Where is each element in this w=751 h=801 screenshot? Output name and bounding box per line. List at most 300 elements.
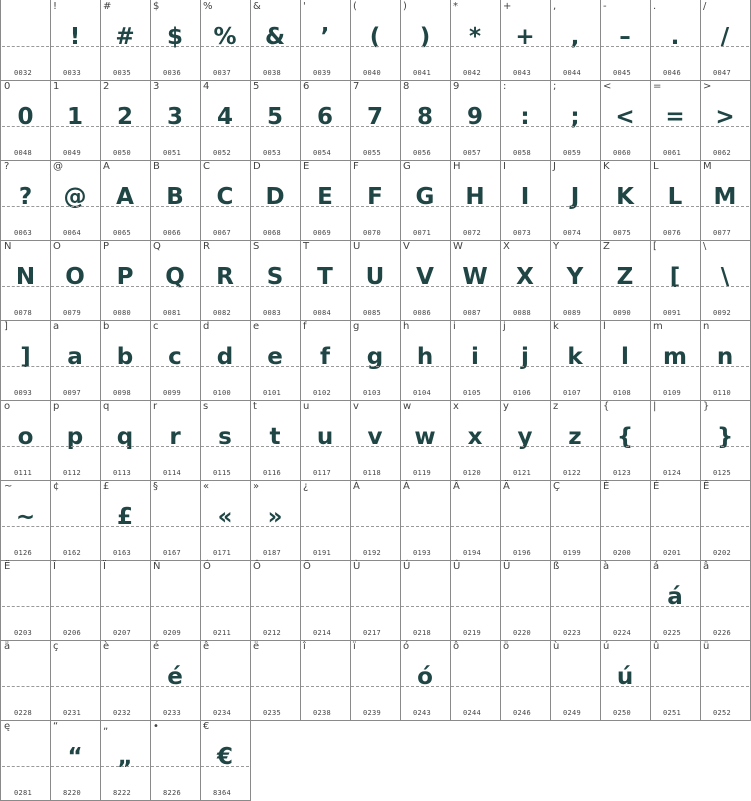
glyph-cell	[500, 160, 551, 241]
glyph-cell	[150, 480, 201, 561]
glyph-cell	[200, 240, 251, 321]
glyph-cell	[450, 240, 501, 321]
glyph-preview: V	[416, 264, 434, 290]
char-label: Ç	[553, 481, 560, 492]
glyph-cell	[0, 160, 51, 241]
baseline-guide	[551, 446, 599, 447]
glyph-cell	[650, 480, 701, 561]
glyph-preview	[500, 656, 550, 696]
baseline-guide	[601, 366, 649, 367]
char-label: m	[653, 321, 663, 332]
baseline-guide	[501, 366, 549, 367]
char-code: 0224	[613, 629, 632, 637]
baseline-guide	[351, 526, 399, 527]
glyph-cell	[350, 480, 401, 561]
char-label: ù	[553, 641, 560, 652]
glyph-cell	[50, 0, 101, 81]
char-label: s	[203, 401, 209, 412]
glyph-preview	[350, 576, 400, 616]
baseline-guide	[2, 766, 49, 767]
baseline-guide	[151, 446, 199, 447]
glyph-cell	[500, 560, 551, 641]
glyph-preview	[200, 656, 250, 696]
char-code: 0124	[663, 469, 682, 477]
baseline-guide	[51, 766, 99, 767]
char-code: 0088	[513, 309, 532, 317]
glyph-preview	[200, 576, 250, 616]
char-code: 0225	[663, 629, 682, 637]
glyph-preview: N	[15, 264, 36, 290]
char-label: §	[153, 481, 158, 492]
baseline-guide	[2, 286, 49, 287]
glyph-preview	[400, 496, 450, 536]
glyph-cell	[500, 80, 551, 161]
baseline-guide	[501, 46, 549, 47]
glyph-cell	[150, 160, 201, 241]
baseline-guide	[551, 686, 599, 687]
glyph-preview	[150, 576, 200, 616]
char-code: 0115	[213, 469, 232, 477]
char-label: q	[103, 401, 110, 412]
glyph-cell	[600, 480, 651, 561]
glyph-cell	[300, 400, 351, 481]
glyph-cell	[300, 320, 351, 401]
glyph-preview: 3	[166, 104, 183, 130]
baseline-guide	[401, 606, 449, 607]
char-code: 0219	[463, 629, 482, 637]
char-code: 0040	[363, 69, 382, 77]
char-label: p	[53, 401, 60, 412]
glyph-cell	[550, 160, 601, 241]
glyph-cell	[100, 240, 151, 321]
char-label: K	[603, 161, 610, 172]
char-code: 0281	[14, 789, 33, 797]
baseline-guide	[351, 446, 399, 447]
char-code: 8220	[63, 789, 82, 797]
glyph-cell	[100, 80, 151, 161]
glyph-cell	[700, 320, 751, 401]
glyph-cell	[350, 560, 401, 641]
char-code: 0064	[63, 229, 82, 237]
glyph-preview: ú	[616, 664, 634, 690]
glyph-preview: }	[716, 424, 734, 450]
char-code: 0223	[563, 629, 582, 637]
baseline-guide	[301, 366, 349, 367]
glyph-preview: n	[716, 344, 734, 370]
char-code: 0090	[613, 309, 632, 317]
char-label: €	[203, 721, 210, 732]
char-label: 8	[403, 81, 410, 92]
glyph-preview: i	[471, 344, 479, 370]
glyph-preview: +	[515, 24, 535, 50]
char-code: 0126	[14, 549, 33, 557]
glyph-preview: „	[117, 744, 133, 770]
glyph-preview: f	[319, 344, 330, 370]
glyph-cell	[450, 0, 501, 81]
glyph-cell	[300, 240, 351, 321]
char-code: 0239	[363, 709, 382, 717]
glyph-cell	[450, 320, 501, 401]
baseline-guide	[401, 366, 449, 367]
baseline-guide	[651, 446, 699, 447]
char-code: 0083	[263, 309, 282, 317]
char-code: 0226	[713, 629, 732, 637]
char-label: c	[153, 321, 159, 332]
glyph-preview: d	[216, 344, 234, 370]
char-code: 0065	[113, 229, 132, 237]
glyph-cell	[0, 720, 51, 801]
glyph-preview	[50, 496, 100, 536]
glyph-preview: £	[116, 504, 133, 530]
baseline-guide	[501, 686, 549, 687]
char-code: 0102	[313, 389, 332, 397]
char-code: 0046	[663, 69, 682, 77]
glyph-cell	[600, 560, 651, 641]
baseline-guide	[101, 46, 149, 47]
char-code: 0048	[14, 149, 33, 157]
glyph-cell	[350, 0, 401, 81]
glyph-preview	[700, 496, 750, 536]
baseline-guide	[601, 206, 649, 207]
glyph-cell	[550, 0, 601, 81]
char-code: 0070	[363, 229, 382, 237]
glyph-preview: 2	[116, 104, 133, 130]
glyph-cell	[300, 640, 351, 721]
char-label: >	[703, 81, 712, 92]
glyph-cell	[550, 640, 601, 721]
glyph-preview: t	[269, 424, 281, 450]
char-code: 0117	[313, 469, 332, 477]
glyph-preview	[1, 656, 50, 696]
glyph-preview: (	[369, 24, 381, 50]
char-label: u	[303, 401, 310, 412]
glyph-cell	[400, 480, 451, 561]
glyph-cell	[200, 560, 251, 641]
glyph-cell	[150, 640, 201, 721]
baseline-guide	[101, 766, 149, 767]
glyph-preview: h	[416, 344, 434, 370]
glyph-cell	[200, 0, 251, 81]
char-label: n	[703, 321, 710, 332]
char-label: Î	[53, 561, 56, 572]
char-label: H	[453, 161, 461, 172]
glyph-cell	[600, 0, 651, 81]
char-code: 0099	[163, 389, 182, 397]
char-code: 0038	[263, 69, 282, 77]
char-label: I	[503, 161, 506, 172]
glyph-cell	[650, 320, 701, 401]
char-label: Ù	[353, 561, 361, 572]
glyph-cell	[400, 0, 451, 81]
char-label: O	[53, 241, 61, 252]
glyph-preview: 0	[17, 104, 34, 130]
glyph-preview: »	[267, 504, 283, 530]
baseline-guide	[351, 686, 399, 687]
char-label: Â	[453, 481, 460, 492]
char-label: á	[653, 561, 660, 572]
char-code: 0049	[63, 149, 82, 157]
baseline-guide	[451, 286, 499, 287]
char-label: o	[4, 401, 11, 412]
glyph-preview: R	[216, 264, 234, 290]
glyph-cell	[500, 640, 551, 721]
char-code: 0125	[713, 469, 732, 477]
glyph-cell	[300, 480, 351, 561]
glyph-cell	[550, 560, 601, 641]
char-code: 0077	[713, 229, 732, 237]
baseline-guide	[251, 286, 299, 287]
char-label: g	[353, 321, 360, 332]
baseline-guide	[651, 46, 699, 47]
char-label: -	[603, 1, 607, 12]
glyph-preview	[700, 576, 750, 616]
glyph-cell	[400, 560, 451, 641]
char-label: C	[203, 161, 210, 172]
glyph-cell	[250, 160, 301, 241]
glyph-preview: j	[521, 344, 529, 370]
char-label: (	[353, 1, 357, 12]
baseline-guide	[201, 366, 249, 367]
glyph-preview	[100, 576, 150, 616]
glyph-preview: {	[616, 424, 634, 450]
char-label: f	[303, 321, 307, 332]
baseline-guide	[201, 446, 249, 447]
glyph-cell	[50, 240, 101, 321]
baseline-guide	[51, 366, 99, 367]
char-label: Ê	[703, 481, 710, 492]
char-label: Ë	[4, 561, 11, 572]
glyph-cell	[250, 320, 301, 401]
char-code: 0032	[14, 69, 33, 77]
char-code: 0067	[213, 229, 232, 237]
glyph-preview: F	[367, 184, 383, 210]
char-code: 0209	[163, 629, 182, 637]
glyph-cell	[700, 240, 751, 321]
char-code: 0091	[663, 309, 682, 317]
baseline-guide	[701, 286, 749, 287]
baseline-guide	[201, 606, 249, 607]
char-label: k	[553, 321, 559, 332]
char-label: ç	[53, 641, 59, 652]
glyph-preview: I	[520, 184, 530, 210]
glyph-preview: !	[69, 24, 81, 50]
baseline-guide	[601, 446, 649, 447]
glyph-cell	[0, 400, 51, 481]
char-code: 0056	[413, 149, 432, 157]
glyph-cell	[400, 240, 451, 321]
char-code: 0113	[113, 469, 132, 477]
char-code: 0118	[363, 469, 382, 477]
glyph-preview	[250, 656, 300, 696]
baseline-guide	[251, 206, 299, 207]
baseline-guide	[301, 286, 349, 287]
char-label: j	[503, 321, 506, 332]
char-code: 0244	[463, 709, 482, 717]
char-code: 8364	[213, 789, 232, 797]
glyph-cell	[600, 640, 651, 721]
char-label: )	[403, 1, 407, 12]
char-code: 0106	[513, 389, 532, 397]
char-label: E	[303, 161, 310, 172]
char-code: 0072	[463, 229, 482, 237]
glyph-preview: E	[317, 184, 333, 210]
glyph-preview: G	[415, 184, 435, 210]
glyph-preview: Y	[566, 264, 584, 290]
baseline-guide	[101, 606, 149, 607]
glyph-cell	[650, 400, 701, 481]
glyph-cell	[100, 560, 151, 641]
char-code: 0218	[413, 629, 432, 637]
glyph-cell	[450, 80, 501, 161]
glyph-preview: H	[465, 184, 485, 210]
baseline-guide	[151, 766, 199, 767]
baseline-guide	[401, 126, 449, 127]
char-label: D	[253, 161, 261, 172]
glyph-preview: 9	[466, 104, 483, 130]
glyph-preview: 5	[266, 104, 283, 130]
char-label: F	[353, 161, 359, 172]
glyph-cell	[150, 720, 201, 801]
char-code: 0093	[14, 389, 33, 397]
char-label: ,	[553, 1, 557, 12]
char-code: 0214	[313, 629, 332, 637]
glyph-cell	[500, 400, 551, 481]
glyph-preview: a	[67, 344, 83, 370]
glyph-cell	[450, 400, 501, 481]
glyph-cell	[450, 160, 501, 241]
char-label: v	[353, 401, 359, 412]
char-label: M	[703, 161, 712, 172]
char-label: P	[103, 241, 110, 252]
glyph-preview: J	[570, 184, 580, 210]
glyph-cell	[50, 400, 101, 481]
glyph-preview: u	[316, 424, 334, 450]
glyph-preview: X	[516, 264, 534, 290]
glyph-preview: r	[169, 424, 181, 450]
char-code: 0051	[163, 149, 182, 157]
char-code: 0055	[363, 149, 382, 157]
char-label: ä	[4, 641, 11, 652]
char-code: 0079	[63, 309, 82, 317]
char-label: î	[303, 641, 306, 652]
glyph-preview: L	[667, 184, 683, 210]
char-label: Ó	[203, 561, 211, 572]
glyph-preview: P	[116, 264, 134, 290]
char-label: i	[453, 321, 456, 332]
baseline-guide	[2, 366, 49, 367]
char-code: 0084	[313, 309, 332, 317]
baseline-guide	[151, 526, 199, 527]
char-label: è	[103, 641, 110, 652]
char-code: 0041	[413, 69, 432, 77]
char-code: 0207	[113, 629, 132, 637]
glyph-cell	[0, 320, 51, 401]
baseline-guide	[201, 526, 249, 527]
glyph-cell	[400, 160, 451, 241]
glyph-preview: ]	[20, 344, 31, 370]
glyph-cell	[150, 240, 201, 321]
glyph-preview: $	[166, 24, 183, 50]
char-label: ö	[503, 641, 510, 652]
baseline-guide	[701, 686, 749, 687]
char-label: ¢	[53, 481, 60, 492]
glyph-cell	[350, 80, 401, 161]
char-code: 0069	[313, 229, 332, 237]
glyph-preview: 6	[316, 104, 333, 130]
baseline-guide	[101, 126, 149, 127]
glyph-cell	[650, 0, 701, 81]
char-code: 0103	[363, 389, 382, 397]
glyph-preview: S	[266, 264, 284, 290]
baseline-guide	[451, 126, 499, 127]
baseline-guide	[101, 686, 149, 687]
glyph-preview	[300, 576, 350, 616]
baseline-guide	[251, 46, 299, 47]
glyph-cell	[600, 160, 651, 241]
glyph-preview	[300, 656, 350, 696]
char-label: =	[653, 81, 662, 92]
baseline-guide	[601, 686, 649, 687]
glyph-preview: =	[665, 104, 685, 130]
baseline-guide	[151, 606, 199, 607]
baseline-guide	[501, 206, 549, 207]
baseline-guide	[101, 446, 149, 447]
char-label: R	[203, 241, 210, 252]
char-label: „	[103, 721, 109, 732]
glyph-cell	[450, 480, 501, 561]
glyph-preview: w	[414, 424, 436, 450]
glyph-cell	[250, 480, 301, 561]
glyph-preview	[300, 496, 350, 536]
char-label: 6	[303, 81, 310, 92]
baseline-guide	[601, 606, 649, 607]
glyph-preview	[150, 496, 200, 536]
glyph-preview	[700, 656, 750, 696]
baseline-guide	[351, 46, 399, 47]
glyph-cell	[100, 640, 151, 721]
char-label: à	[603, 561, 610, 572]
glyph-cell	[550, 400, 601, 481]
baseline-guide	[551, 46, 599, 47]
char-code: 0191	[313, 549, 332, 557]
char-label: ô	[453, 641, 460, 652]
glyph-cell	[700, 80, 751, 161]
glyph-preview	[1, 736, 50, 776]
baseline-guide	[401, 526, 449, 527]
char-code: 0100	[213, 389, 232, 397]
baseline-guide	[651, 366, 699, 367]
char-code: 0047	[713, 69, 732, 77]
char-code: 0246	[513, 709, 532, 717]
char-code: 0196	[513, 549, 532, 557]
baseline-guide	[151, 366, 199, 367]
char-code: 0097	[63, 389, 82, 397]
char-code: 0062	[713, 149, 732, 157]
glyph-preview: D	[265, 184, 285, 210]
char-code: 0206	[63, 629, 82, 637]
glyph-preview	[1, 576, 50, 616]
char-code: 0167	[163, 549, 182, 557]
char-code: 0061	[663, 149, 682, 157]
baseline-guide	[201, 766, 249, 767]
baseline-guide	[601, 526, 649, 527]
glyph-preview: >	[715, 104, 735, 130]
glyph-cell	[600, 400, 651, 481]
glyph-preview: :	[520, 104, 530, 130]
glyph-cell	[200, 320, 251, 401]
char-label: ę	[4, 721, 11, 732]
baseline-guide	[201, 206, 249, 207]
